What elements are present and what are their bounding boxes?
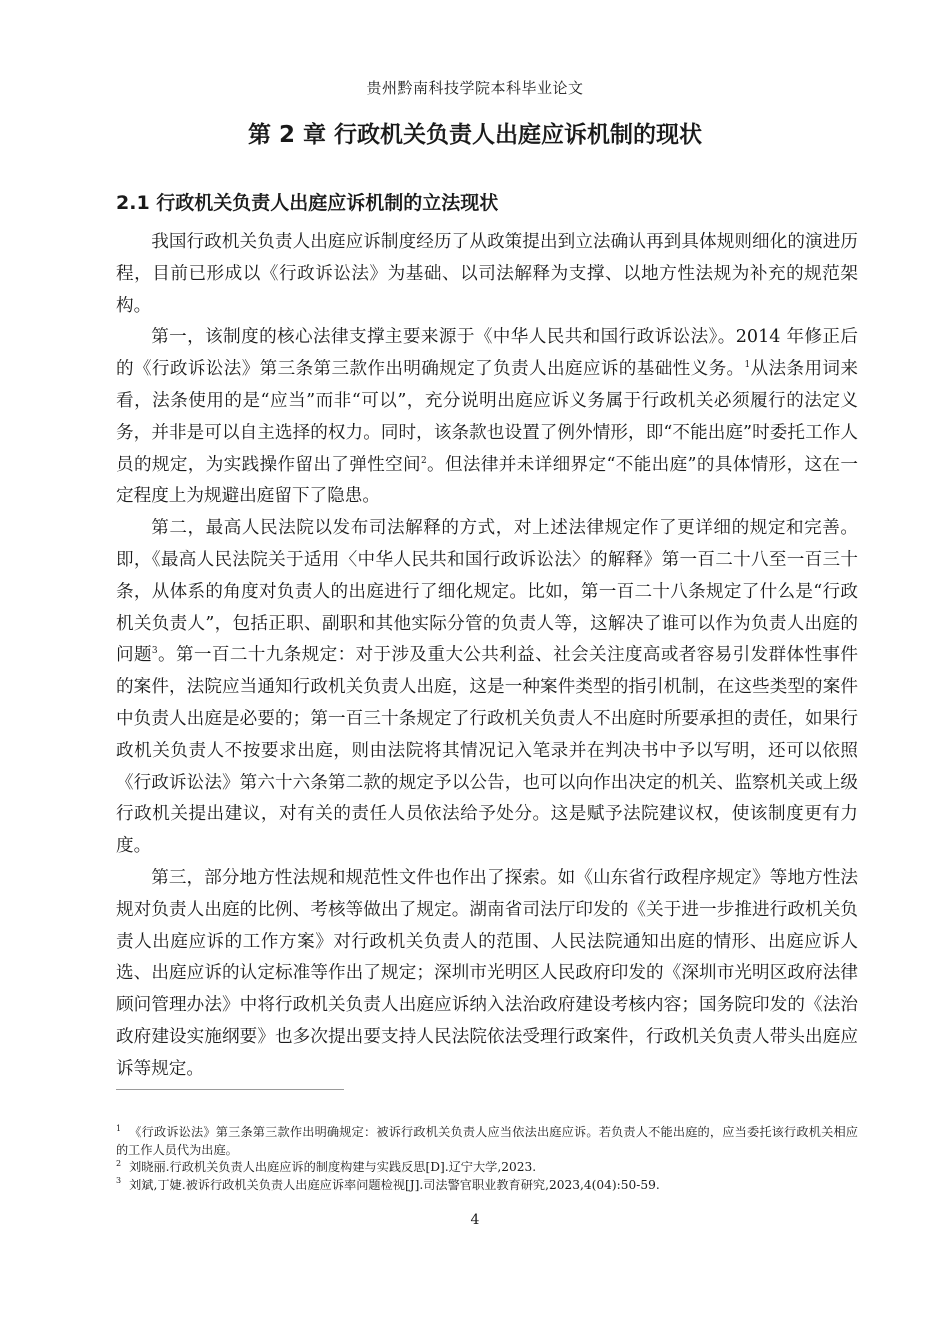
paragraph-2-part-c: 。但法律并未详细界定“不能出庭”的具体情形，这在一定程度上为规避出庭留下了隐患。 (116, 454, 858, 507)
footnote-divider (116, 1089, 344, 1090)
footnote-number: 3 (116, 1176, 122, 1186)
footnote-2 (116, 1159, 858, 1177)
paragraph-3 (116, 513, 858, 863)
paragraph-2-part-b: 从法条用词来看，法条使用的是“应当”而非“可以”，充分说明出庭应诉义务属于行政机关必须履行的法定义务，并非是可以自主选择的权力。同时，该条款也设置了例外情形，即“不能出庭”时委托工作人员的规定，为实践操作留出了弹性空间 (116, 359, 858, 475)
paragraph-2 (116, 322, 858, 513)
paragraph-4: 第三，部分地方性法规和规范性文件也作出了探索。如《山东省行政程序规定》等地方性法规对负责人出庭的比例、考核等做出了规定。湖南省司法厅印发的《关于进一步推进行政机关负责人出庭应诉的工作方案》对行政机关负责人的范围、人民法院通知出庭的情形、出庭应诉人选、出庭应诉的认定标准等作出了规定；深圳市光明区人民政府印发的《深圳市光明区政府法律顾问管理办法》中将行政机关负责人出庭应诉纳入法治政府建设考核内容；国务院印发的《法治政府建设实施纲要》也多次提出要支持人民法院依法受理行政案件，行政机关负责人带头出庭应诉等规定。 (116, 867, 858, 1079)
footnote-ref-3: 3 (151, 646, 158, 657)
chapter-title: 第 2 章 行政机关负责人出庭应诉机制的现状 (247, 122, 703, 148)
footnote-1 (116, 1124, 858, 1159)
footnote-text: 刘晓丽.行政机关负责人出庭应诉的制度构建与实践反思[D].辽宁大学,2023. (129, 1160, 537, 1174)
footnote-ref-1: 1 (744, 360, 751, 371)
footnote-ref-2: 2 (420, 455, 427, 466)
paragraph-1: 我国行政机关负责人出庭应诉制度经历了从政策提出到立法确认再到具体规则细化的演进历程，目前已形成以《行政诉讼法》为基础、以司法解释为支撑、以地方性法规为补充的规范架构。 (116, 232, 858, 316)
paragraph-3-part-b: 。第一百二十九条规定：对于涉及重大公共利益、社会关注度高或者容易引发群体性事件的案件，法院应当通知行政机关负责人出庭，这是一种案件类型的指引机制，在这些类型的案件中负责人出庭是必要的；第一百三十条规定了行政机关负责人不出庭时所要承担的责任，如果行政机关负责人不按要求出庭，则由法院将其情况记入笔录并在判决书中予以写明，还可以依照《行政诉讼法》第六十六条第二款的规定予以公告，也可以向作出决定的机关、监察机关或上级行政机关提出建议，对有关的责任人员依法给予处分。这是赋予法院建议权，使该制度更有力度。 (116, 645, 858, 857)
footnote-text: 《行政诉讼法》第三条第三款作出明确规定：被诉行政机关负责人应当依法出庭应诉。若负责人不能出庭的，应当委托该行政机关相应的工作人员代为出庭。 (116, 1125, 858, 1157)
body-text (116, 227, 858, 1086)
footnote-number: 2 (116, 1158, 122, 1168)
footnote-3 (116, 1177, 858, 1195)
paragraph-3-part-a: 第二，最高人民法院以发布司法解释的方式，对上述法律规定作了更详细的规定和完善。即，《最高人民法院关于适用〈中华人民共和国行政诉讼法〉的解释》第一百二十八至一百三十条，从体系的角度对负责人的出庭进行了细化规定。比如，第一百二十八条规定了什么是“行政机关负责人”，包括正职、副职和其他实际分管的负责人等，这解决了谁可以作为负责人出庭的问题 (116, 518, 858, 666)
footnote-number: 1 (116, 1123, 122, 1133)
running-header: 贵州黔南科技学院本科毕业论文 (366, 79, 584, 97)
footnotes (116, 1124, 858, 1194)
section-title: 2.1 行政机关负责人出庭应诉机制的立法现状 (116, 192, 499, 214)
page-number: 4 (470, 1212, 480, 1228)
footnote-text: 刘斌,丁婕.被诉行政机关负责人出庭应诉率问题检视[J].司法警官职业教育研究,2023,4(04):50-59. (129, 1177, 660, 1192)
paragraph-2-part-a: 第一，该制度的核心法律支撑主要来源于《中华人民共和国行政诉讼法》。2014 年修正后的《行政诉讼法》第三条第三款作出明确规定了负责人出庭应诉的基础性义务。 (116, 327, 858, 380)
